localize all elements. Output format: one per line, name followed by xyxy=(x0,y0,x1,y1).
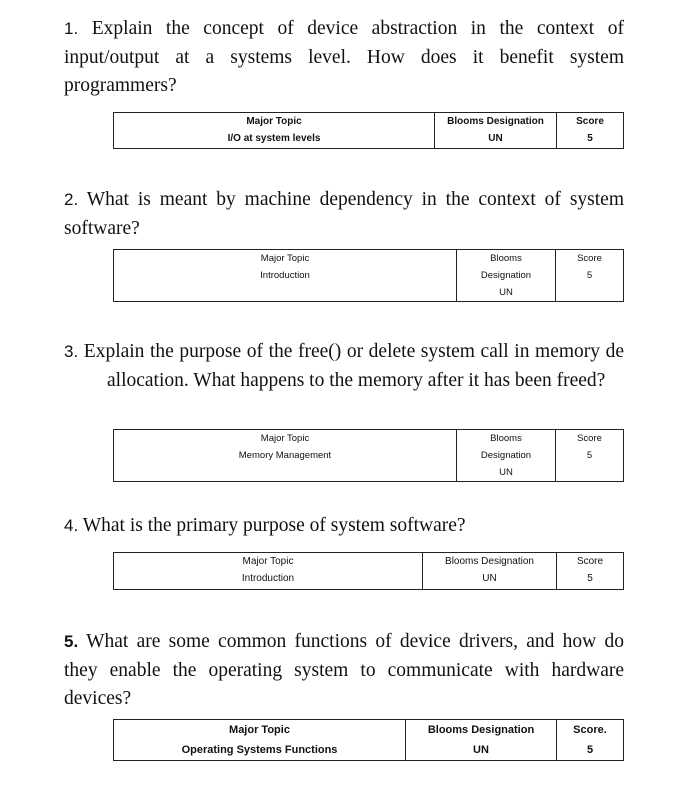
topic-cell xyxy=(114,250,457,302)
topic-value: Memory Management xyxy=(238,450,332,461)
score-cell xyxy=(556,250,624,302)
question-text: What is the primary purpose of system software? xyxy=(82,515,466,536)
blooms-header-line-2: Designation xyxy=(480,450,532,461)
question-text: Explain the purpose of the free() or delete system call in memory de allocation. What happens to the memory after it has been freed? xyxy=(83,341,625,391)
question-5-meta-table xyxy=(113,719,624,761)
topic-value: Operating Systems Functions xyxy=(181,744,338,756)
question-text: What are some common functions of device drivers, and how do they enable the operating system to communicate with hardware devices? xyxy=(64,631,624,709)
topic-header: Major Topic xyxy=(246,116,302,127)
topic-cell xyxy=(114,553,423,590)
question-3-meta-table xyxy=(113,429,624,482)
blooms-cell xyxy=(435,113,557,149)
blooms-value: UN xyxy=(499,287,513,298)
question-4-meta-table xyxy=(113,552,624,590)
question-number: 1. xyxy=(64,19,79,38)
question-1-meta-table xyxy=(113,112,624,149)
question-2-meta-table xyxy=(113,249,624,302)
score-cell xyxy=(557,720,624,761)
blooms-header: Blooms Designation xyxy=(445,556,534,567)
blooms-header-line-1: Blooms xyxy=(490,253,522,264)
score-cell xyxy=(557,553,624,590)
blooms-header: Blooms Designation xyxy=(427,724,535,736)
score-header: Score. xyxy=(573,724,607,736)
question-number: 2. xyxy=(64,190,79,209)
topic-header: Major Topic xyxy=(260,253,310,264)
blooms-cell xyxy=(457,430,556,482)
topic-value: Introduction xyxy=(241,573,295,584)
score-header: Score xyxy=(577,433,602,444)
question-number: 4. xyxy=(64,516,79,535)
blooms-cell xyxy=(423,553,557,590)
question-5 xyxy=(64,628,624,714)
blooms-header-line-1: Blooms xyxy=(490,433,522,444)
score-value: 5 xyxy=(587,573,593,584)
topic-cell xyxy=(114,113,435,149)
score-header: Score xyxy=(577,253,602,264)
question-text: What is meant by machine dependency in the context of system software? xyxy=(64,189,624,239)
blooms-cell xyxy=(406,720,557,761)
question-1 xyxy=(64,15,624,101)
score-cell xyxy=(557,113,624,149)
question-4 xyxy=(64,512,624,541)
blooms-header-line-2: Designation xyxy=(480,270,532,281)
topic-value: Introduction xyxy=(260,270,310,281)
topic-header: Major Topic xyxy=(260,433,310,444)
blooms-value: UN xyxy=(473,744,489,756)
topic-header: Major Topic xyxy=(229,724,290,736)
score-value: 5 xyxy=(586,450,593,461)
score-value: 5 xyxy=(586,744,594,756)
score-header: Score xyxy=(576,556,604,567)
topic-header: Major Topic xyxy=(242,556,294,567)
topic-cell xyxy=(114,720,406,761)
blooms-value: UN xyxy=(488,133,503,144)
score-cell xyxy=(556,430,624,482)
blooms-value: UN xyxy=(499,467,513,478)
topic-cell xyxy=(114,430,457,482)
score-value: 5 xyxy=(586,270,593,281)
score-header: Score xyxy=(576,116,604,127)
score-value: 5 xyxy=(587,133,593,144)
blooms-value: UN xyxy=(482,573,497,584)
question-number: 3. xyxy=(64,342,79,361)
blooms-header: Blooms Designation xyxy=(447,116,544,127)
blooms-cell xyxy=(457,250,556,302)
question-2 xyxy=(64,186,624,243)
question-3 xyxy=(64,338,624,395)
question-text: Explain the concept of device abstraction in the context of input/output at a systems level. How does it benefit system programmers? xyxy=(64,18,624,96)
topic-value: I/O at system levels xyxy=(227,133,321,144)
question-number: 5. xyxy=(64,632,79,651)
